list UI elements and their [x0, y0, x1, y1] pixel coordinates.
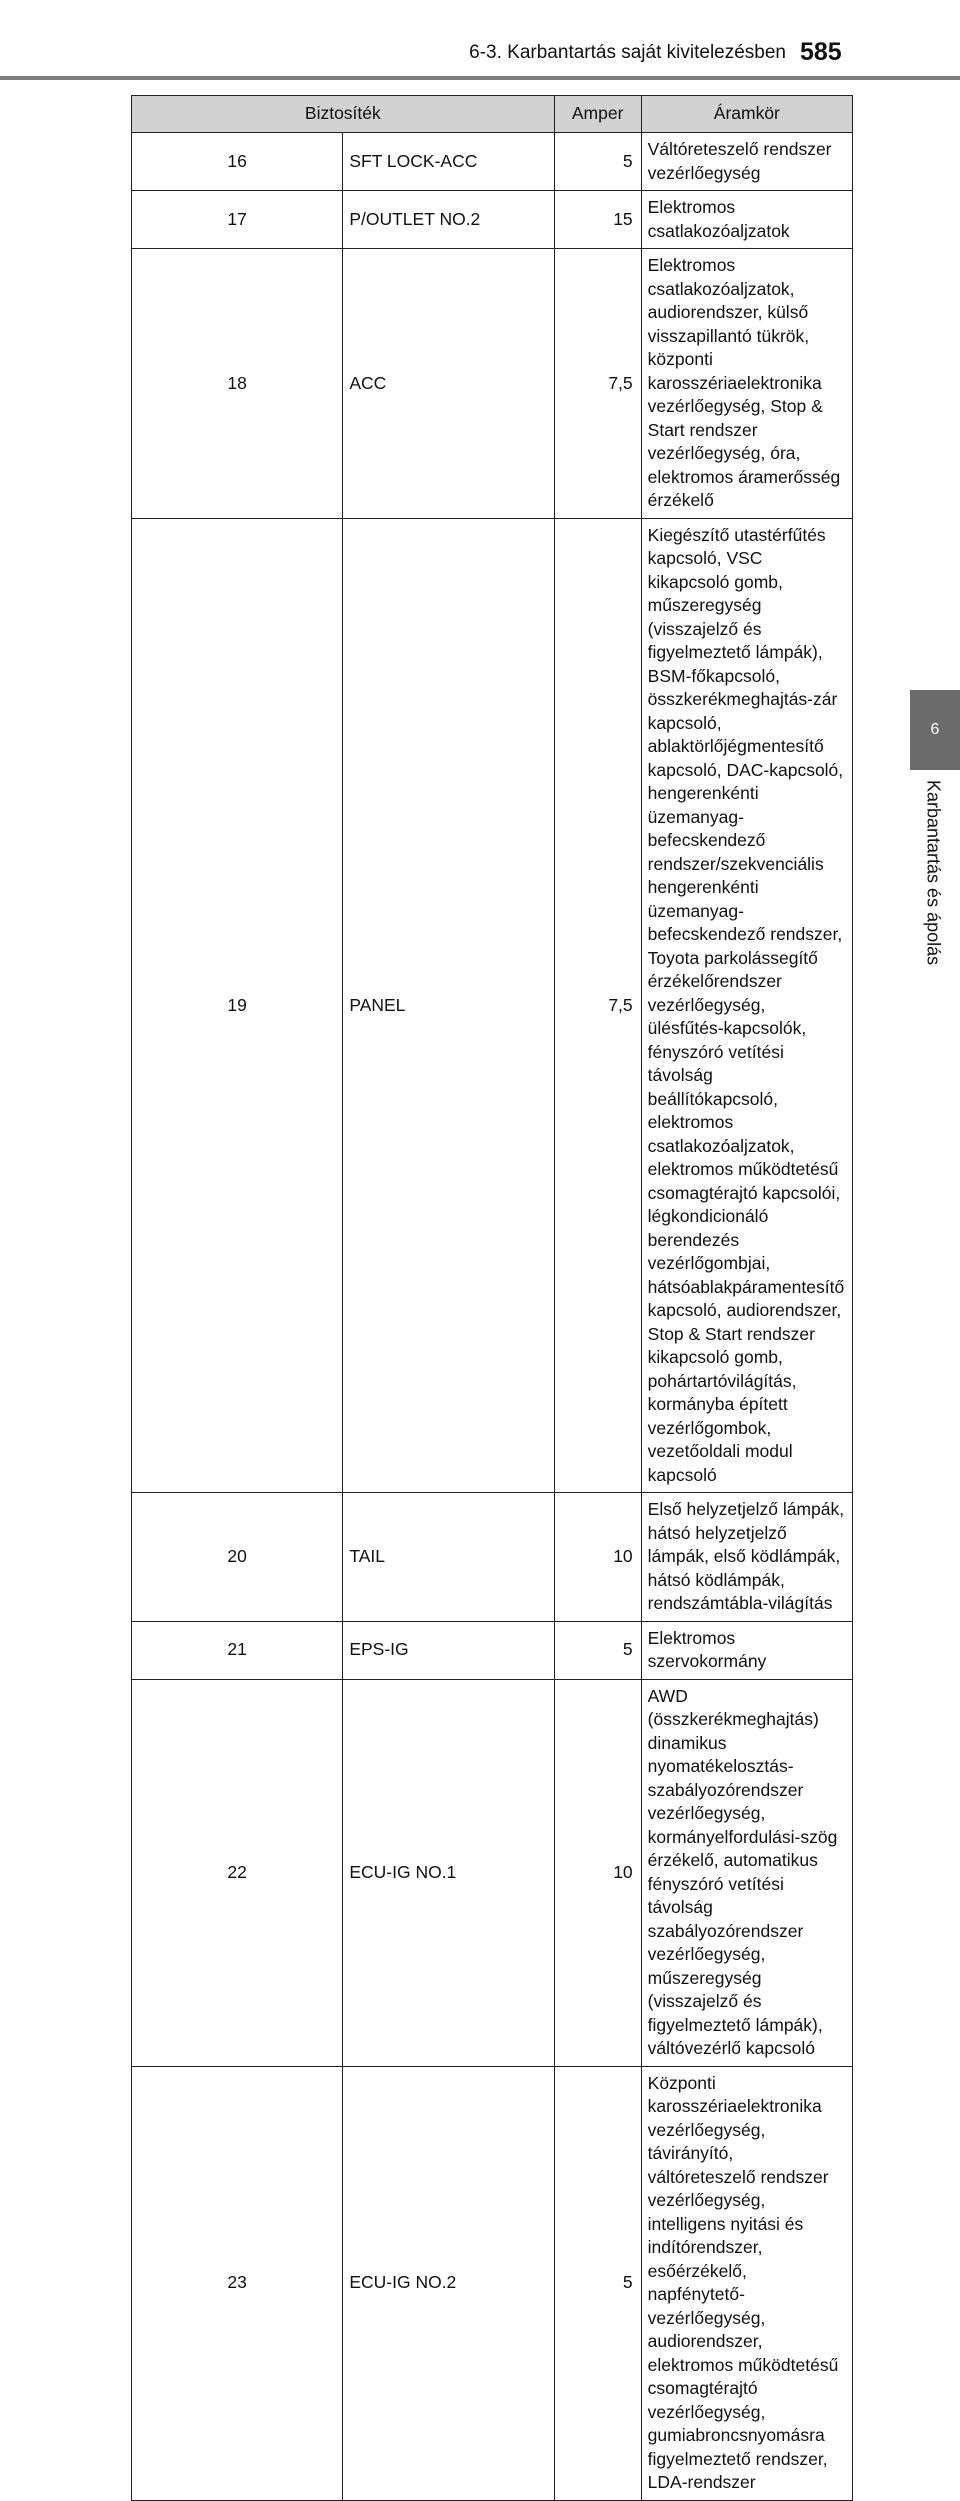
fuse-circuit: Elektromos csatlakozóaljzatok, audiorendszer, külső visszapillantó tükrök, központi karosszériaelektronika vezérlőegység, Stop & Start rendszer vezérlőegység, óra, elektromos áramerősség érzékelő — [641, 249, 852, 519]
table-header-row — [132, 96, 853, 133]
fuse-name: ECU-IG NO.2 — [343, 2066, 554, 2500]
table-row — [132, 249, 853, 519]
fuse-circuit: Első helyzetjelző lámpák, hátsó helyzetjelző lámpák, első ködlámpák, hátsó ködlámpák, rendszámtábla-világítás — [641, 1493, 852, 1622]
table-row — [132, 1621, 853, 1679]
fuse-name: P/OUTLET NO.2 — [343, 191, 554, 249]
fuse-amperage: 15 — [554, 191, 641, 249]
fuse-amperage: 7,5 — [554, 518, 641, 1493]
fuse-name: PANEL — [343, 518, 554, 1493]
fuse-amperage: 5 — [554, 2066, 641, 2500]
chapter-title: Karbantartás és ápolás — [923, 780, 944, 966]
fuse-circuit: AWD (összkerékmeghajtás) dinamikus nyomatékelosztás-szabályozórendszer vezérlőegység, kormányelfordulási-szög érzékelő, automatikus fényszóró vetítési távolság szabályozórendszer vezérlőegység, műszeregység (visszajelző és figyelmeztető lámpák), váltóvezérlő kapcsoló — [641, 1679, 852, 2066]
fuse-amperage: 5 — [554, 1621, 641, 1679]
fuse-circuit: Kiegészítő utastérfűtés kapcsoló, VSC kikapcsoló gomb, műszeregység (visszajelző és figyelmeztető lámpák), BSM-főkapcsoló, összkerékmeghajtás-zár kapcsoló, ablaktörlőjégmentesítő kapcsoló, DAC-kapcsoló, hengerenkénti üzemanyag-befecskendező rendszer/szekvenciális hengerenkénti üzemanyag-befecskendező rendszer, Toyota parkolássegítő érzékelőrendszer vezérlőegység, ülésfűtés-kapcsolók, fényszóró vetítési távolság beállítókapcsoló, elektromos csatlakozóaljzatok, elektromos működtetésű csomagtérajtó kapcsolói, légkondicionáló berendezés vezérlőgombjai, hátsóablakpáramentesítő kapcsoló, audiorendszer, Stop & Start rendszer kikapcsoló gomb, pohártartóvilágítás, kormányba épített vezérlőgombok, vezetőoldali modul kapcsoló — [641, 518, 852, 1493]
section-title: 6-3. Karbantartás saját kivitelezésben — [469, 42, 786, 63]
table-row — [132, 133, 853, 191]
column-header-amper: Amper — [554, 96, 641, 133]
chapter-number: 6 — [930, 721, 940, 738]
fuse-number: 22 — [132, 1679, 343, 2066]
fuse-amperage: 10 — [554, 1679, 641, 2066]
fuse-circuit: Váltóreteszelő rendszer vezérlőegység — [641, 133, 852, 191]
fuse-number: 16 — [132, 133, 343, 191]
fuse-number: 19 — [132, 518, 343, 1493]
column-header-circuit: Áramkör — [641, 96, 852, 133]
header-divider — [0, 76, 960, 80]
fuse-circuit: Központi karosszériaelektronika vezérlőegység, távirányító, váltóreteszelő rendszer vezérlőegység, intelligens nyitási és indítórendszer, esőérzékelő, napfénytető-vezérlőegység, audiorendszer, elektromos működtetésű csomagtérajtó vezérlőegység, gumiabroncsnyomásra figyelmeztető rendszer, LDA-rendszer — [641, 2066, 852, 2500]
fuse-name: EPS-IG — [343, 1621, 554, 1679]
fuse-number: 23 — [132, 2066, 343, 2500]
page-number: 585 — [800, 38, 842, 66]
table-row — [132, 2066, 853, 2500]
table-row — [132, 518, 853, 1493]
column-header-fuse: Biztosíték — [132, 96, 555, 133]
fuse-name: ACC — [343, 249, 554, 519]
table-row — [132, 191, 853, 249]
fuse-number: 20 — [132, 1493, 343, 1622]
fuse-amperage: 5 — [554, 133, 641, 191]
fuse-name: TAIL — [343, 1493, 554, 1622]
fuse-number: 18 — [132, 249, 343, 519]
table-row — [132, 1493, 853, 1622]
fuse-name: ECU-IG NO.1 — [343, 1679, 554, 2066]
fuse-circuit: Elektromos szervokormány — [641, 1621, 852, 1679]
fuse-circuit: Elektromos csatlakozóaljzatok — [641, 191, 852, 249]
fuse-table — [131, 95, 853, 2501]
fuse-number: 21 — [132, 1621, 343, 1679]
chapter-tab — [910, 690, 960, 770]
fuse-amperage: 7,5 — [554, 249, 641, 519]
fuse-name: SFT LOCK-ACC — [343, 133, 554, 191]
table-row — [132, 1679, 853, 2066]
fuse-number: 17 — [132, 191, 343, 249]
fuse-amperage: 10 — [554, 1493, 641, 1622]
